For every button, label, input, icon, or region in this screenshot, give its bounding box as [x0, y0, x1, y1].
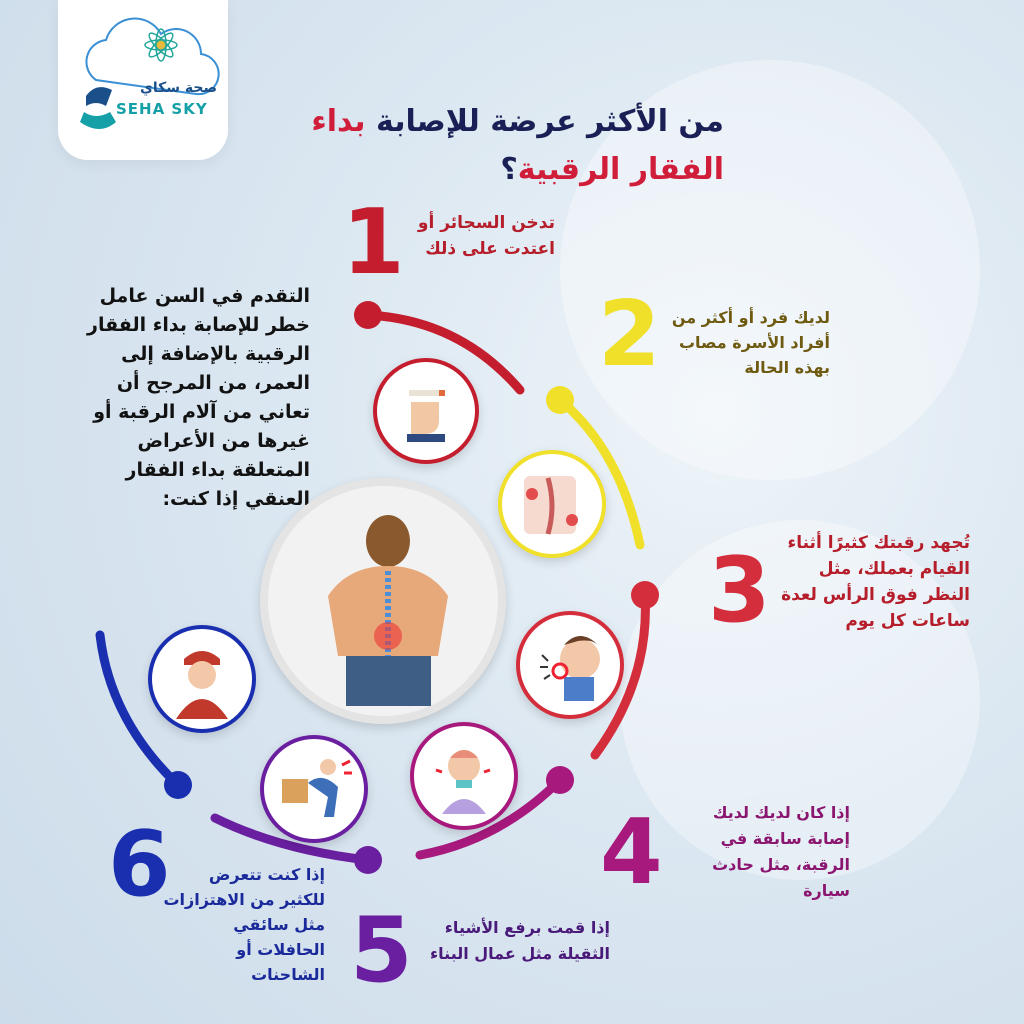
- arc-dot-3: [631, 581, 659, 609]
- arc-dot-5: [354, 846, 382, 874]
- spine-family-icon: [502, 454, 602, 554]
- item-2-icon-circle: [498, 450, 606, 558]
- item-3-text: تُجهد رقبتك كثيرًا أثناء القيام بعملك، مثل النظر فوق الرأس لعدة ساعات كل يوم: [781, 533, 970, 631]
- title-prefix: من الأكثر عرضة للإصابة: [365, 104, 724, 139]
- item-1-icon-circle: [373, 358, 479, 464]
- item-2-text: لديك فرد أو أكثر من أفراد الأسرة مصاب بهذه الحالة: [671, 308, 830, 377]
- item-4-number: 4: [600, 800, 663, 905]
- item-3-number: 3: [708, 538, 771, 643]
- item-1-number: 1: [342, 190, 405, 295]
- driver-icon: [152, 629, 252, 729]
- back-pain-man-icon: [268, 486, 498, 716]
- arc-dot-6: [164, 771, 192, 799]
- item-5-text: إذا قمت برفع الأشياء الثقيلة مثل عمال البناء: [429, 918, 610, 963]
- center-illustration: [260, 478, 506, 724]
- brand-name-arabic: صحة سكاي: [140, 80, 217, 96]
- arc-dot-4: [546, 766, 574, 794]
- item-5-icon-circle: [260, 735, 368, 843]
- item-5-number: 5: [350, 898, 413, 1003]
- item-4-text: إذا كان لديك لديك إصابة سابقة في الرقبة، مثل حادث سيارة: [712, 803, 850, 900]
- brand-name-english: SEHA SKY: [116, 100, 208, 118]
- item-3-icon-circle: [516, 611, 624, 719]
- title-suffix: ؟: [500, 152, 518, 187]
- item-2-number: 2: [598, 282, 661, 387]
- neck-strain-icon: [520, 615, 620, 715]
- arc-dot-2: [546, 386, 574, 414]
- heavy-lifting-icon: [264, 739, 364, 839]
- item-6-icon-circle: [148, 625, 256, 733]
- item-6-text: إذا كنت تتعرض للكثير من الاهتزازات مثل سائقي الحافلات أو الشاحنات: [163, 865, 325, 984]
- item-6-number: 6: [108, 812, 171, 917]
- title-highlight: بداء: [311, 104, 366, 139]
- cigarette-hand-icon: [377, 362, 475, 460]
- item-1-text: تدخن السجائر أو اعتدت على ذلك: [417, 213, 555, 259]
- arc-dot-1: [354, 301, 382, 329]
- item-4-icon-circle: [410, 722, 518, 830]
- title-highlight-2: الفقار الرقبية: [517, 152, 724, 187]
- neck-injury-icon: [414, 726, 514, 826]
- intro-paragraph: التقدم في السن عامل خطر للإصابة بداء الفقار الرقبية بالإضافة إلى العمر، من المرجح أن تعاني من آلام الرقبة أو غيرها من الأعراض المتعلقة بداء الفقار العنقي إذا كنت:: [87, 285, 310, 510]
